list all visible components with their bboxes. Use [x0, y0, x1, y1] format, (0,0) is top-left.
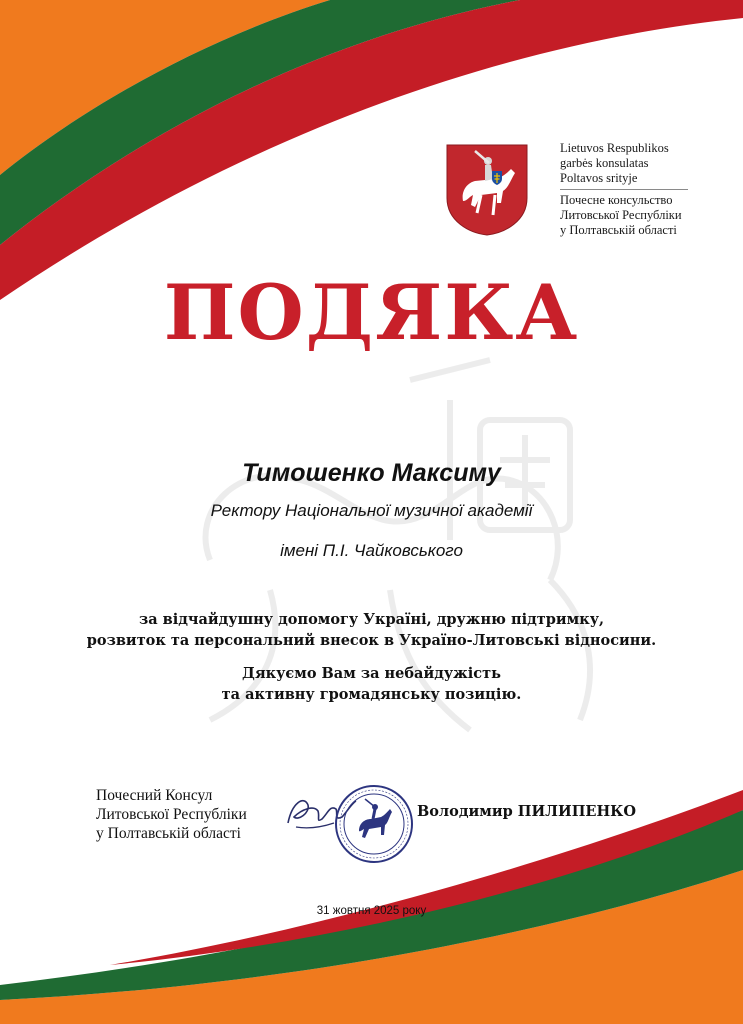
- consulate-name-ukrainian: [560, 193, 730, 238]
- consulate-lt-line: Poltavos srityje: [560, 171, 638, 185]
- recipient-name: Тимошенко Максиму: [242, 459, 501, 487]
- body-line: за відчайдушну допомогу Україні, дружню підтримку,: [138, 611, 605, 628]
- gratitude-reason: [0, 609, 743, 651]
- signer-title-line: Литовської Республіки: [96, 806, 247, 823]
- thanks-line: Дякуємо Вам за небайдужість: [242, 665, 501, 682]
- recipient-position: імені П.І. Чайковського: [280, 541, 463, 560]
- consulate-ua-line: Литовської Республіки: [560, 208, 682, 222]
- signer-title-line: Почесний Консул: [96, 787, 213, 804]
- issue-date: 31 жовтня 2025 року: [316, 905, 427, 917]
- consulate-lt-line: garbės konsulatas: [560, 156, 649, 170]
- thanks-message: [0, 663, 743, 705]
- signer-name: Володимир ПИЛИПЕНКО: [417, 803, 636, 820]
- certificate-title: ПОДЯКА: [163, 268, 580, 357]
- consulate-name-lithuanian: [560, 141, 730, 186]
- consulate-ua-line: у Полтавській області: [560, 223, 677, 237]
- body-line: розвиток та персональний внесок в Україно-Литовські відносини.: [86, 632, 657, 649]
- vytis-coat-of-arms-icon: [445, 143, 529, 236]
- consulate-lt-line: Lietuvos Respublikos: [560, 141, 669, 155]
- signer-title-line: у Полтавській області: [96, 825, 241, 842]
- consulate-seal-icon: [333, 783, 415, 865]
- consulate-divider: [560, 189, 688, 190]
- recipient-position: Ректору Національної музичної академії: [210, 501, 533, 520]
- consulate-ua-line: Почесне консульство: [560, 193, 673, 207]
- signer-title: [96, 786, 296, 843]
- thanks-line: та активну громадянську позицію.: [221, 686, 522, 703]
